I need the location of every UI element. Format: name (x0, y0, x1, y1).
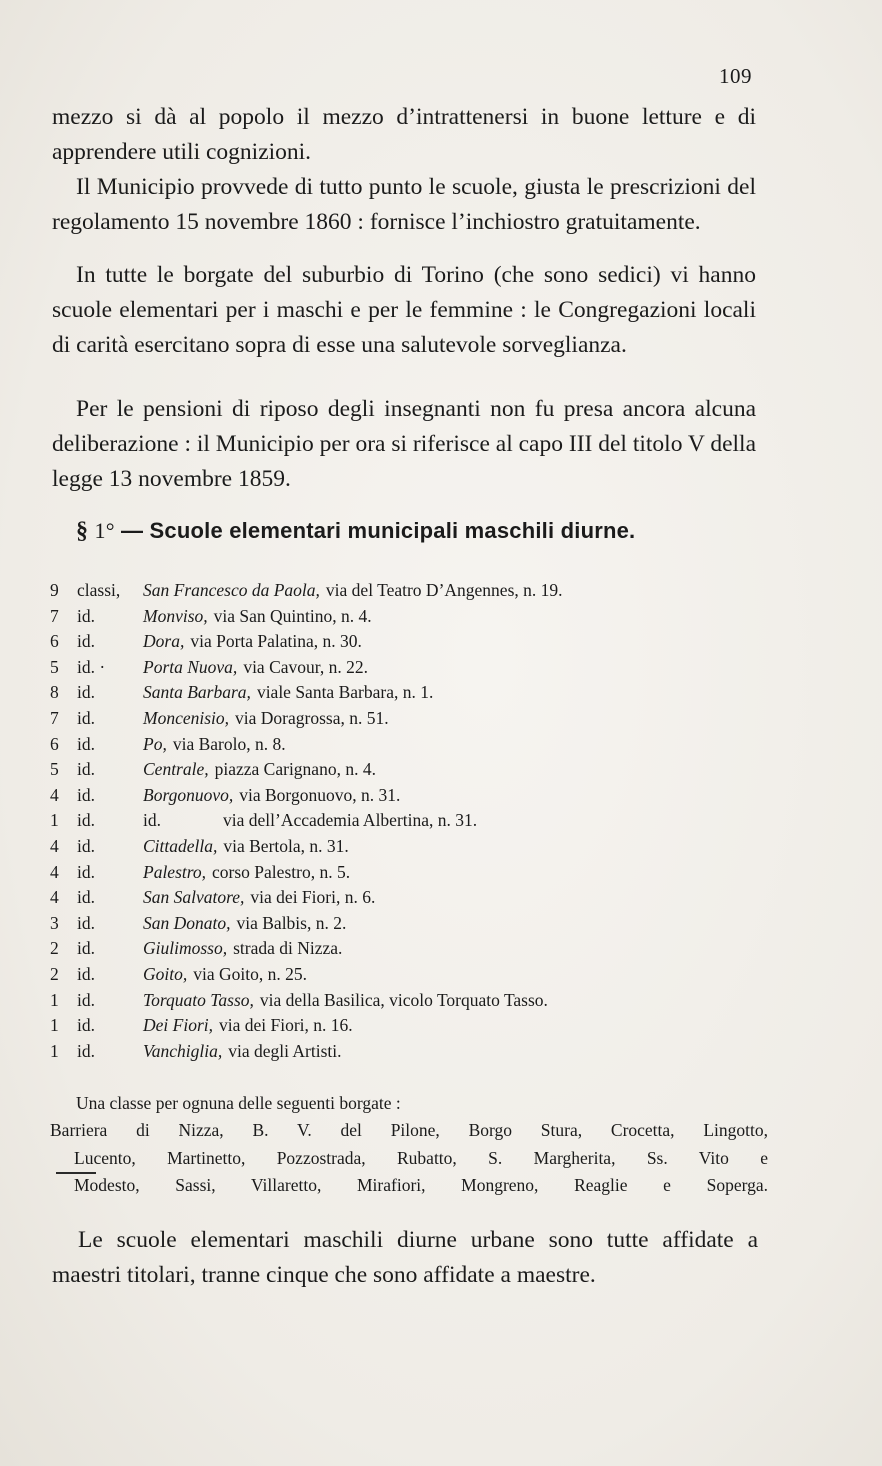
school-row (50, 783, 766, 809)
school-address: via Barolo, n. 8. (172, 733, 286, 754)
paragraph-intrattenimento: mezzo si dà al popolo il mezzo d’intrattenersi in buone letture e di apprendere utili cognizioni. (52, 104, 756, 166)
borgate-line: Modesto, Sassi, Villaretto, Mirafiori, Mongreno, Reaglie e Soperga. (74, 1175, 768, 1195)
school-row (50, 706, 766, 732)
school-name: Dora, (143, 631, 185, 652)
school-name: Giulimosso, (143, 938, 228, 959)
school-class-count: 1 (50, 1015, 59, 1036)
school-unit: id. (77, 631, 95, 652)
school-address: via dell’Accademia Albertina, n. 31. (223, 810, 478, 831)
school-address: via Borgonuovo, n. 31. (239, 784, 401, 805)
school-unit: id. (77, 887, 95, 908)
paragraph-closing: Le scuole elementari maschili diurne urbane sono tutte affidate a maestri titolari, tranne cinque che sono affidate a maestre. (52, 1227, 758, 1289)
page-number: 109 (719, 64, 752, 88)
school-unit: id. (77, 861, 95, 882)
school-address: via della Basilica, vicolo Torquato Tasso. (259, 989, 548, 1010)
school-unit: id. (77, 912, 95, 933)
school-class-count: 7 (50, 707, 59, 728)
school-address: via dei Fiori, n. 16. (219, 1015, 353, 1036)
school-unit: id. (77, 707, 95, 728)
school-name: Monviso, (143, 605, 208, 626)
school-name: San Salvatore, (143, 887, 245, 908)
school-name: San Donato, (143, 912, 231, 933)
school-address: via Bertola, n. 31. (223, 835, 349, 856)
school-class-count: 5 (50, 759, 59, 780)
school-name: Dei Fiori, (143, 1015, 213, 1036)
school-unit: id. · (77, 656, 106, 677)
school-unit: id. (77, 1015, 95, 1036)
school-class-count: 8 (50, 682, 59, 703)
school-address: strada di Nizza. (233, 938, 343, 959)
school-name: Santa Barbara, (143, 682, 251, 703)
school-list (50, 578, 766, 1064)
school-unit: id. (77, 989, 95, 1010)
paragraph-borgate-suburbio: In tutte le borgate del suburbio di Torino (che sono sedici) vi hanno scuole elementari per i maschi e per le femmine : le Congregazioni locali di carità esercitano sopra di esse una salutevole sorveglianza. (52, 262, 756, 359)
school-row (50, 988, 766, 1014)
school-row (50, 936, 766, 962)
school-row (50, 629, 766, 655)
school-row (50, 680, 766, 706)
handwritten-underline (56, 1172, 96, 1174)
school-row (50, 732, 766, 758)
school-address: via del Teatro D’Angennes, n. 19. (325, 580, 563, 600)
school-address: via San Quintino, n. 4. (213, 605, 372, 626)
school-name: Borgonuovo, (143, 784, 234, 805)
borgate-line: Barriera di Nizza, B. V. del Pilone, Borgo Stura, Crocetta, Lingotto, (50, 1120, 768, 1140)
school-row (50, 757, 766, 783)
school-class-count: 2 (50, 938, 59, 959)
school-unit: id. (77, 733, 95, 754)
school-class-count: 7 (50, 605, 59, 626)
school-name: Palestro, (143, 861, 207, 882)
school-name: Moncenisio, (143, 707, 230, 728)
school-unit: id. (77, 835, 95, 856)
school-class-count: 4 (50, 861, 59, 882)
school-unit: id. (77, 605, 95, 626)
school-address: via Doragrossa, n. 51. (235, 707, 389, 728)
school-address: via Balbis, n. 2. (236, 912, 347, 933)
borgate-intro: Una classe per ognuna delle seguenti borgate : (76, 1093, 401, 1113)
school-unit: id. (77, 938, 95, 959)
school-name: id. (143, 810, 161, 831)
school-address: via Porta Palatina, n. 30. (190, 631, 362, 652)
school-address: corso Palestro, n. 5. (212, 861, 351, 882)
school-row (50, 860, 766, 886)
school-name: San Francesco da Paola, (143, 580, 320, 600)
school-address: via Goito, n. 25. (193, 963, 307, 984)
school-address: via dei Fiori, n. 6. (250, 887, 376, 908)
section-heading (76, 518, 766, 545)
school-class-count: 4 (50, 835, 59, 856)
school-name: Centrale, (143, 759, 209, 780)
school-row (50, 885, 766, 911)
school-address: viale Santa Barbara, n. 1. (256, 682, 434, 703)
school-unit: id. (77, 759, 95, 780)
school-name: Goito, (143, 963, 188, 984)
school-name: Torquato Tasso, (143, 989, 254, 1010)
school-unit: classi, (77, 580, 121, 600)
school-name: Cittadella, (143, 835, 218, 856)
school-class-count: 1 (50, 1040, 59, 1061)
school-name: Porta Nuova, (143, 656, 238, 677)
school-class-count: 5 (50, 656, 59, 677)
section-ordinal: 1° (94, 518, 115, 543)
section-symbol: § (76, 518, 89, 544)
school-name: Po, (143, 733, 167, 754)
school-row (50, 655, 766, 681)
school-class-count: 6 (50, 733, 59, 754)
school-row (50, 808, 766, 834)
school-row (50, 834, 766, 860)
borgate-list (50, 1117, 768, 1200)
school-class-count: 3 (50, 912, 59, 933)
school-class-count: 6 (50, 631, 59, 652)
school-class-count: 1 (50, 989, 59, 1010)
school-address: via Cavour, n. 22. (243, 656, 369, 677)
school-unit: id. (77, 1040, 95, 1061)
school-class-count: 4 (50, 887, 59, 908)
school-address: via degli Artisti. (228, 1040, 342, 1061)
paragraph-municipio-provvede: Il Municipio provvede di tutto punto le scuole, giusta le prescrizioni del regolamento 15 novembre 1860 : fornisce l’inchiostro gratuitamente. (52, 174, 756, 236)
school-class-count: 4 (50, 784, 59, 805)
school-name: Vanchiglia, (143, 1040, 223, 1061)
school-row (50, 1039, 766, 1065)
school-unit: id. (77, 682, 95, 703)
school-unit: id. (77, 963, 95, 984)
school-unit: id. (77, 784, 95, 805)
school-class-count: 2 (50, 963, 59, 984)
school-row (50, 911, 766, 937)
paragraph-pensioni: Per le pensioni di riposo degli insegnanti non fu presa ancora alcuna deliberazione : il Municipio per ora si riferisce al capo III del titolo V della legge 13 novembre 1859. (52, 396, 756, 493)
school-row (50, 604, 766, 630)
school-class-count: 1 (50, 810, 59, 831)
school-class-count: 9 (50, 580, 59, 600)
school-row (50, 962, 766, 988)
borgate-line: Lucento, Martinetto, Pozzostrada, Rubatto, S. Margherita, Ss. Vito e (74, 1147, 768, 1168)
section-title: — Scuole elementari municipali maschili diurne. (121, 518, 636, 543)
school-unit: id. (77, 810, 95, 831)
school-address: piazza Carignano, n. 4. (214, 759, 376, 780)
school-row (50, 578, 766, 604)
school-row (50, 1013, 766, 1039)
